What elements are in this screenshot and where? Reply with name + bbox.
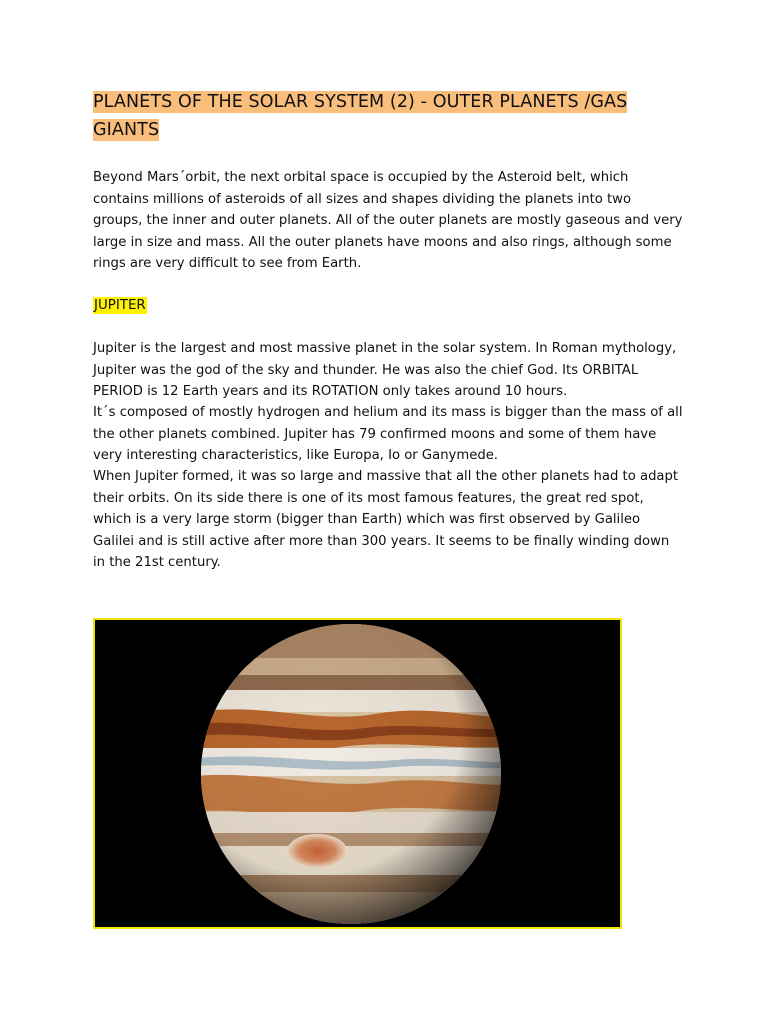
document-title bbox=[93, 88, 668, 144]
document-title-text: PLANETS OF THE SOLAR SYSTEM (2) - OUTER PLANETS /GAS GIANTS bbox=[93, 92, 628, 140]
jupiter-paragraph-3: When Jupiter formed, it was so large and massive that all the other planets had to adapt their orbits. On its side there is one of its most famous features, the great red spot, which is a very large storm (bigger than Earth) which was first observed by Galileo Galilei and is still active after more than 300 years. It seems to be finally winding down in the 21st century. bbox=[93, 469, 679, 570]
jupiter-paragraph-1: Jupiter is the largest and most massive planet in the solar system. In Roman mythology, Jupiter was the god of the sky and thunder. He was also the chief God. Its ORBITAL PERIOD is 12 Earth years and its ROTATION only takes around 10 hours. bbox=[93, 341, 677, 399]
section-heading-text: JUPITER bbox=[94, 298, 146, 313]
jupiter-photo bbox=[93, 618, 622, 929]
intro-paragraph: Beyond Mars´orbit, the next orbital space is occupied by the Asteroid belt, which contains millions of asteroids of all sizes and shapes dividing the planets into two groups, the inner and outer planets. All of the outer planets are mostly gaseous and very large in size and mass. All the outer planets have moons and also rings, although some rings are very difficult to see from Earth. bbox=[93, 170, 683, 271]
planet-surface bbox=[195, 620, 515, 927]
section-heading bbox=[93, 295, 147, 316]
jupiter-paragraph-2: It´s composed of mostly hydrogen and helium and its mass is bigger than the mass of all the other planets combined. Jupiter has 79 confirmed moons and some of them have very interesting characteristics, like Europa, Io or Ganymede. bbox=[93, 405, 683, 463]
jupiter-illustration bbox=[95, 620, 620, 927]
